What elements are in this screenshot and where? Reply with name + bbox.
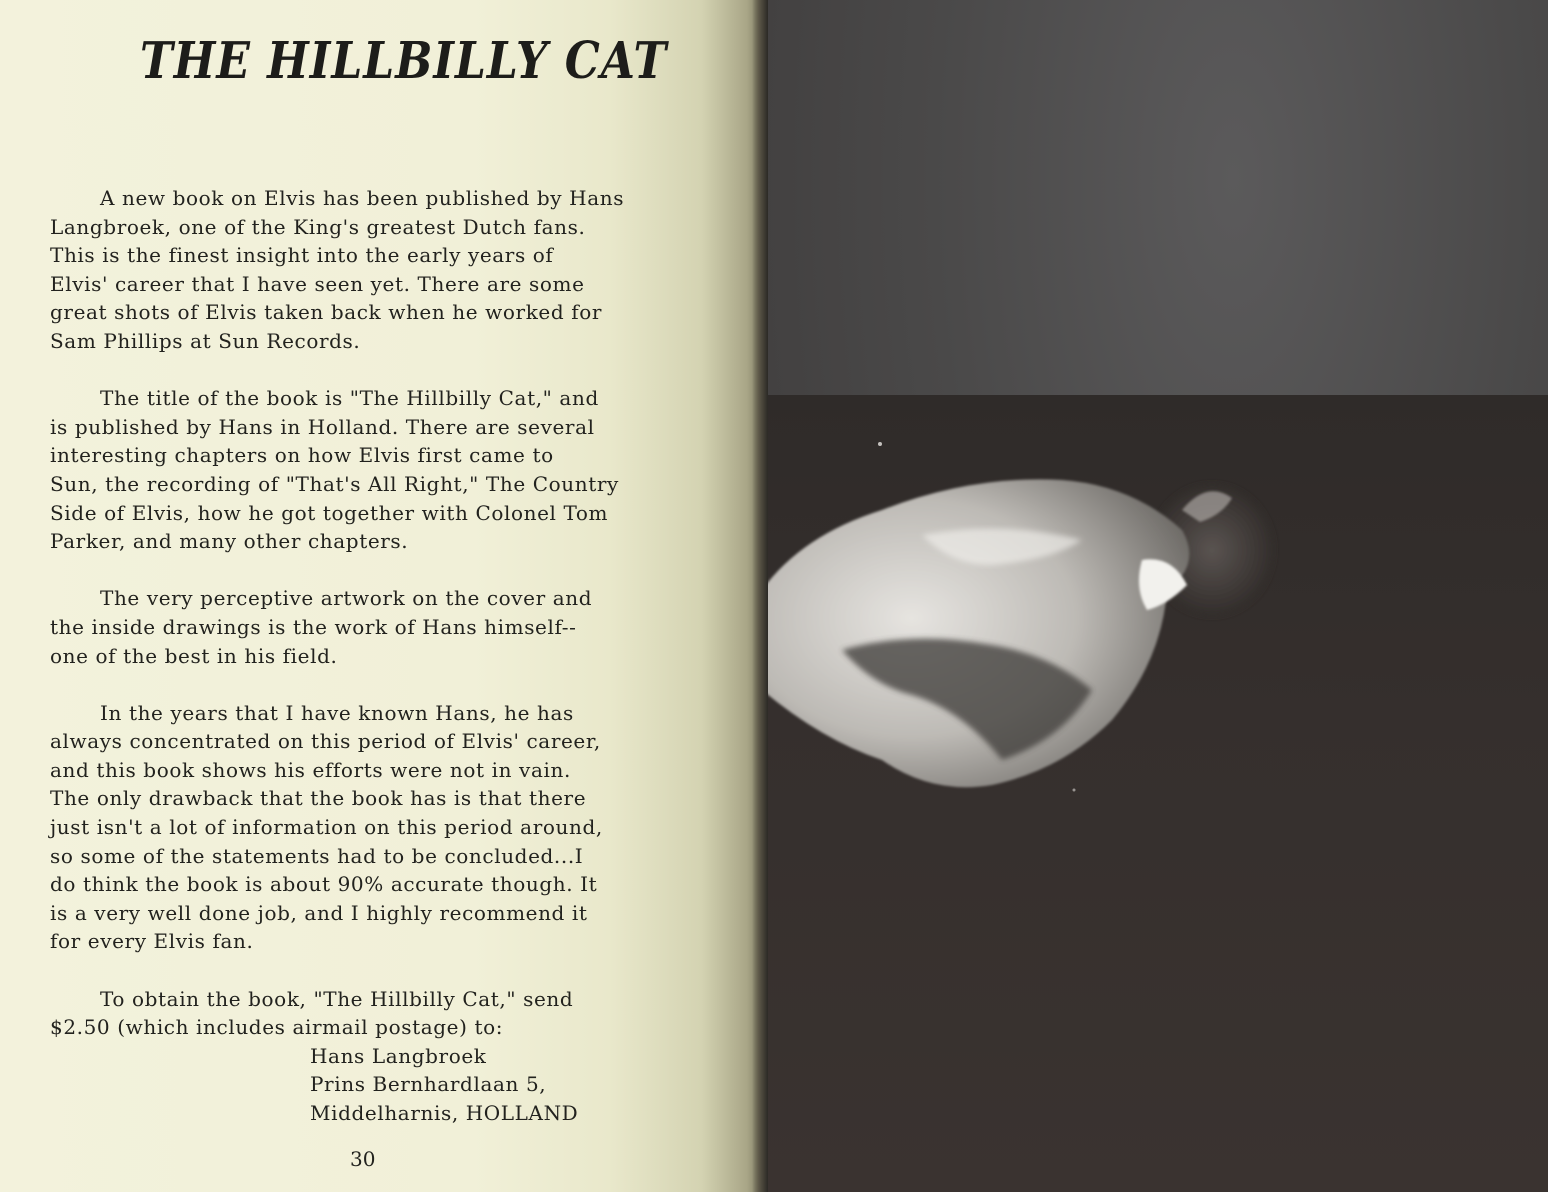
text-line: do think the book is about 90% accurate though. It — [50, 872, 598, 897]
page-title: THE HILLBILLY CAT — [140, 32, 668, 91]
text-line: The very perceptive artwork on the cover and — [100, 586, 593, 611]
text-line: and this book shows his efforts were not in vain. — [50, 757, 571, 782]
article-body — [50, 184, 750, 1128]
text-line: Sun, the recording of "That's All Right," The Country — [50, 471, 619, 496]
text-line: To obtain the book, "The Hillbilly Cat," send — [100, 986, 574, 1011]
text-line: In the years that I have known Hans, he has — [100, 700, 574, 725]
text-line: one of the best in his field. — [50, 643, 338, 668]
paragraph — [50, 699, 750, 956]
text-line: is a very well done job, and I highly recommend it — [50, 900, 588, 925]
address-line: Middelharnis, HOLLAND — [310, 1101, 579, 1125]
paragraph — [50, 584, 750, 670]
text-line: This is the finest insight into the early years of — [50, 243, 554, 268]
text-line: so some of the statements had to be concluded...I — [50, 843, 584, 868]
jacket-shape — [762, 479, 1189, 787]
text-line: just isn't a lot of information on this period around, — [50, 815, 603, 840]
text-line: interesting chapters on how Elvis first came to — [50, 443, 554, 468]
right-page — [762, 0, 1548, 1192]
text-line: always concentrated on this period of Elvis' career, — [50, 729, 601, 754]
text-line: A new book on Elvis has been published by Hans — [100, 186, 625, 210]
text-line: $2.50 (which includes airmail postage) to: — [50, 1015, 504, 1040]
text-line: Parker, and many other chapters. — [50, 529, 409, 554]
text-line: Langbroek, one of the King's greatest Dutch fans. — [50, 214, 586, 239]
address-line: Prins Bernhardlaan 5, — [310, 1072, 547, 1097]
paragraph — [50, 384, 750, 556]
left-page — [0, 0, 762, 1192]
book-gutter — [752, 0, 768, 1192]
text-line: The only drawback that the book has is that there — [50, 786, 587, 811]
text-line: The title of the book is "The Hillbilly Cat," and — [100, 386, 599, 411]
page-number: 30 — [350, 1147, 376, 1171]
text-line: great shots of Elvis taken back when he worked for — [50, 300, 603, 325]
paragraph — [50, 184, 750, 356]
paragraph — [50, 985, 750, 1128]
text-line: Elvis' career that I have seen yet. There are some — [50, 271, 585, 296]
address-line: Hans Langbroek — [310, 1043, 487, 1068]
text-line: the inside drawings is the work of Hans himself-- — [50, 614, 577, 639]
text-line: Sam Phillips at Sun Records. — [50, 328, 361, 353]
text-line: is published by Hans in Holland. There are several — [50, 414, 595, 439]
performer-photo — [762, 440, 1282, 810]
text-line: Side of Elvis, how he got together with Colonel Tom — [50, 500, 609, 525]
text-line: for every Elvis fan. — [50, 929, 254, 954]
